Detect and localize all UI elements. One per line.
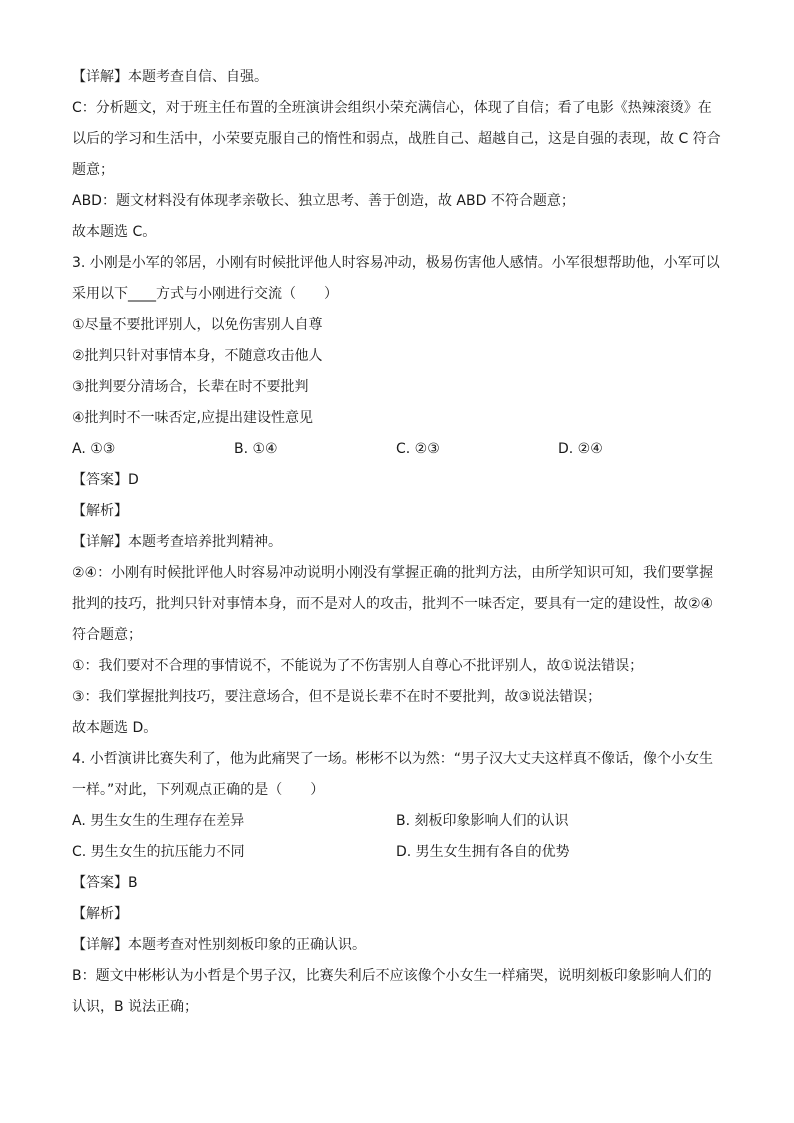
q2-c-analysis-line-3: 题意； <box>72 162 114 178</box>
q3-item-1: ①尽量不要批评别人，以免伤害别人自尊 <box>72 317 323 333</box>
q2-abd-analysis: ABD：题文材料没有体现孝亲敬长、独立思考、善于创造，故 ABD 不符合题意； <box>72 193 575 209</box>
q3-conclusion: 故本题选 D。 <box>72 720 158 736</box>
q3-item-4: ④批判时不一味否定,应提出建设性意见 <box>72 410 313 426</box>
q2-c-analysis-line-2: 以后的学习和生活中，小荣要克服自己的惰性和弱点，战胜自己、超越自己，这是自强的表现，故 C 符合 <box>72 131 721 147</box>
q3-explain-3: ③：我们掌握批判技巧，要注意场合，但不是说长辈不在时不要批判，故③说法错误； <box>72 689 602 705</box>
q4-explain-b-line-2: 认识，B 说法正确； <box>72 999 199 1015</box>
q4-answer: 【答案】B <box>72 875 138 891</box>
q2-conclusion: 故本题选 C。 <box>72 224 157 240</box>
q4-option-d: D. 男生女生拥有各自的优势 <box>396 844 570 860</box>
q4-detail: 【详解】本题考查对性别刻板印象的正确认识。 <box>72 937 366 953</box>
q4-option-c: C. 男生女生的抗压能力不同 <box>72 844 245 860</box>
q4-option-b: B. 刻板印象影响人们的认识 <box>396 813 569 829</box>
document-page <box>72 62 732 1023</box>
q2-c-analysis-line-1: C：分析题文，对于班主任布置的全班演讲会组织小荣充满信心，体现了自信；看了电影《热辣滚烫》在 <box>72 100 712 116</box>
q3-explain-1: ①：我们要对不合理的事情说不，不能说为了不伤害别人自尊心不批评别人，故①说法错误； <box>72 658 644 674</box>
q4-options-row-2 <box>72 837 732 868</box>
q3-explain-24-line-3: 符合题意； <box>72 627 142 643</box>
q4-options-row-1 <box>72 806 732 837</box>
q3-option-c: C. ②③ <box>396 441 440 457</box>
q3-option-b: B. ①④ <box>234 441 278 457</box>
q3-analysis-label: 【解析】 <box>72 503 128 519</box>
q3-stem-line-1: 3. 小刚是小军的邻居，小刚有时候批评他人时容易冲动，极易伤害他人感情。小军很想帮助他，小军可以 <box>72 255 720 271</box>
q3-item-2: ②批判只针对事情本身，不随意攻击他人 <box>72 348 323 364</box>
q3-stem-line-2: 采用以下____方式与小刚进行交流（ ） <box>72 286 338 302</box>
q3-explain-24-line-2: 批判的技巧，批判只针对事情本身，而不是对人的攻击，批判不一味否定，要具有一定的建设性，故②④ <box>72 596 714 612</box>
q3-option-a: A. ①③ <box>72 441 116 457</box>
q4-stem-line-1: 4. 小哲演讲比赛失利了，他为此痛哭了一场。彬彬不以为然：“男子汉大丈夫这样真不像话，像个小女生 <box>72 751 714 767</box>
q4-stem-line-2: 一样。”对此，下列观点正确的是（ ） <box>72 782 325 798</box>
q3-options <box>72 434 732 465</box>
q3-answer: 【答案】D <box>72 472 139 488</box>
q3-explain-24-line-1: ②④：小刚有时候批评他人时容易冲动说明小刚没有掌握正确的批判方法，由所学知识可知，我们要掌握 <box>72 565 714 581</box>
q4-explain-b-line-1: B：题文中彬彬认为小哲是个男子汉，比赛失利后不应该像个小女生一样痛哭，说明刻板印象影响人们的 <box>72 968 712 984</box>
q3-item-3: ③批判要分清场合，长辈在时不要批判 <box>72 379 309 395</box>
q4-analysis-label: 【解析】 <box>72 906 128 922</box>
q3-detail: 【详解】本题考查培养批判精神。 <box>72 534 282 550</box>
q3-option-d: D. ②④ <box>558 441 603 457</box>
q4-option-a: A. 男生女生的生理存在差异 <box>72 813 245 829</box>
q2-detail: 【详解】本题考查自信、自强。 <box>72 69 268 85</box>
